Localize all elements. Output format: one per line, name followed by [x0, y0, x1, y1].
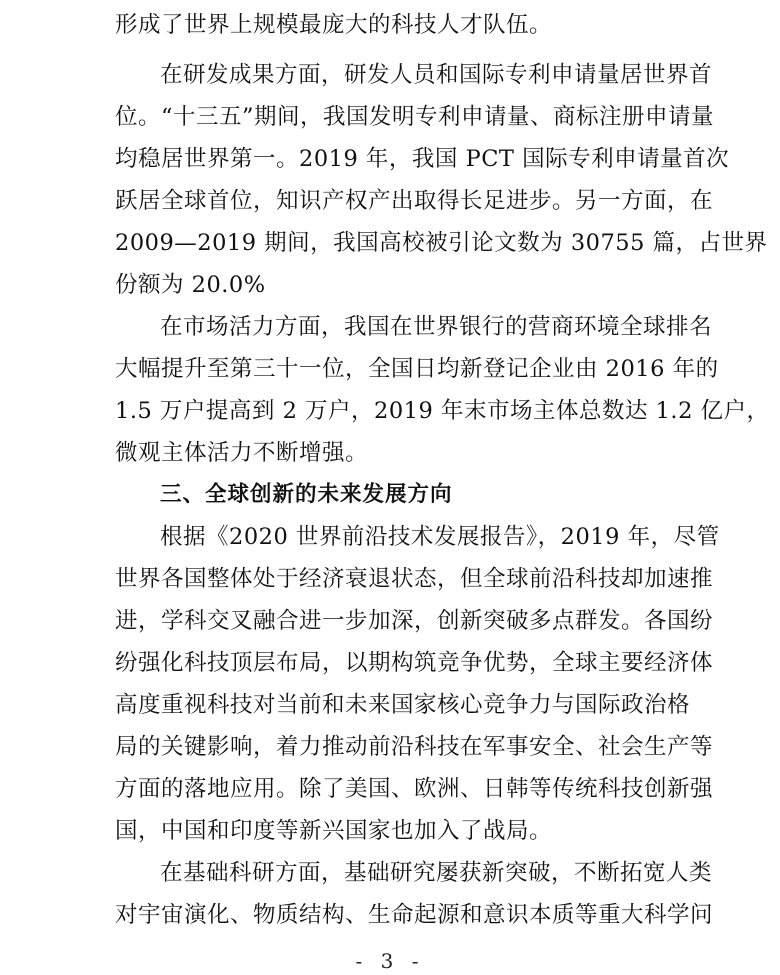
- text-line: 微观主体活力不断增强。: [115, 440, 369, 466]
- text-line: 进，学科交叉融合进一步加深，创新突破多点群发。各国纷: [115, 608, 714, 634]
- text-line: 国，中国和印度等新兴国家也加入了战局。: [115, 818, 553, 844]
- text-line: 对宇宙演化、物质结构、生命起源和意识本质等重大科学问: [115, 902, 714, 928]
- text-line: 大幅提升至第三十一位，全国日均新登记企业由 2016 年的: [115, 356, 719, 382]
- text-line: 局的关键影响，着力推动前沿科技在军事安全、社会生产等: [115, 734, 714, 760]
- text-line: 份额为 20.0%: [115, 272, 266, 298]
- text-line: 均稳居世界第一。2019 年，我国 PCT 国际专利申请量首次: [115, 146, 730, 172]
- page-number: - 3 -: [355, 949, 425, 973]
- text-line: 2009—2019 期间，我国高校被引论文数为 30755 篇，占世界: [115, 230, 768, 256]
- paragraph-first-line: 在市场活力方面，我国在世界银行的营商环境全球排名: [160, 314, 713, 340]
- text-line: 高度重视科技对当前和未来国家核心竞争力与国际政治格: [115, 692, 691, 718]
- text-line: 1.5 万户提高到 2 万户，2019 年末市场主体总数达 1.2 亿户，: [115, 398, 770, 424]
- text-line: 世界各国整体处于经济衰退状态，但全球前沿科技却加速推: [115, 566, 714, 592]
- text-line: 形成了世界上规模最庞大的科技人才队伍。: [115, 12, 553, 38]
- paragraph-first-line: 在基础科研方面，基础研究屡获新突破，不断拓宽人类: [160, 860, 713, 886]
- section-heading: 三、全球创新的未来发展方向: [160, 482, 453, 507]
- paragraph-first-line: 根据《2020 世界前沿技术发展报告》，2019 年，尽管: [160, 524, 720, 550]
- text-line: 方面的落地应用。除了美国、欧洲、日韩等传统科技创新强: [115, 776, 714, 802]
- text-line: 位。“十三五”期间，我国发明专利申请量、商标注册申请量: [115, 104, 715, 130]
- paragraph-first-line: 在研发成果方面，研发人员和国际专利申请量居世界首: [160, 62, 713, 88]
- text-line: 纷强化科技顶层布局，以期构筑竞争优势，全球主要经济体: [115, 650, 714, 676]
- text-line: 跃居全球首位，知识产权产出取得长足进步。另一方面，在: [115, 188, 714, 214]
